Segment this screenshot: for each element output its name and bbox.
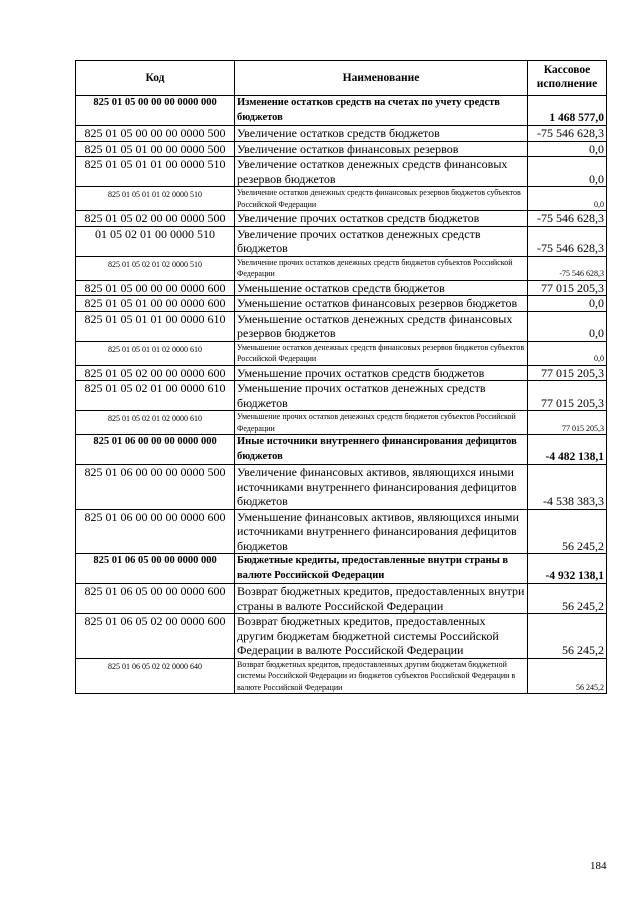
row-code: 825 01 05 02 01 02 0000 610 xyxy=(76,411,235,435)
table-row xyxy=(76,211,607,227)
table-row xyxy=(76,141,607,157)
row-name: Уменьшение остатков денежных средств финансовых резервов бюджетов субъектов Российской Федерации xyxy=(235,341,528,365)
row-name: Увеличение прочих остатков денежных средств бюджетов субъектов Российской Федерации xyxy=(235,256,528,280)
row-amount: -75 546 628,3 xyxy=(528,256,607,280)
row-amount: 77 015 205,3 xyxy=(528,280,607,296)
row-name: Увеличение остатков финансовых резервов xyxy=(235,141,528,157)
row-name: Уменьшение остатков средств бюджетов xyxy=(235,280,528,296)
row-code: 825 01 05 02 01 00 0000 610 xyxy=(76,381,235,411)
row-name: Изменение остатков средств на счетах по учету средств бюджетов xyxy=(235,96,528,126)
row-name: Увеличение остатков денежных средств финансовых резервов бюджетов xyxy=(235,157,528,187)
row-name: Увеличение прочих остатков денежных средств бюджетов xyxy=(235,226,528,256)
row-code: 825 01 06 00 00 00 0000 500 xyxy=(76,465,235,510)
table-row xyxy=(76,311,607,341)
row-code: 825 01 05 01 00 00 0000 600 xyxy=(76,296,235,312)
row-amount: -75 546 628,3 xyxy=(528,126,607,142)
row-amount: 77 015 205,3 xyxy=(528,411,607,435)
row-name: Возврат бюджетных кредитов, предоставленных другим бюджетам бюджетной системы Российской Федерации из бюджетов субъектов Российской Федерации в валюте Российской Федерации xyxy=(235,658,528,694)
row-code: 825 01 06 05 02 02 0000 640 xyxy=(76,658,235,694)
table-row xyxy=(76,280,607,296)
row-amount: -4 538 383,3 xyxy=(528,465,607,510)
budget-table xyxy=(75,60,607,694)
row-amount: 56 245,2 xyxy=(528,614,607,659)
row-amount: 0,0 xyxy=(528,341,607,365)
row-name: Увеличение прочих остатков средств бюджетов xyxy=(235,211,528,227)
row-code: 825 01 05 02 01 02 0000 510 xyxy=(76,256,235,280)
row-code: 825 01 06 00 00 00 0000 600 xyxy=(76,509,235,554)
row-amount: 1 468 577,0 xyxy=(528,96,607,126)
table-row xyxy=(76,226,607,256)
table-body xyxy=(76,96,607,694)
row-amount: 56 245,2 xyxy=(528,658,607,694)
header-name: Наименование xyxy=(235,61,528,96)
page-number: 184 xyxy=(590,860,607,872)
header-amount-line2: исполнение xyxy=(536,78,598,90)
row-name: Увеличение остатков денежных средств финансовых резервов бюджетов субъектов Российской Федерации xyxy=(235,187,528,211)
row-code: 825 01 05 01 01 00 0000 510 xyxy=(76,157,235,187)
row-code: 825 01 05 01 01 00 0000 610 xyxy=(76,311,235,341)
row-amount: 77 015 205,3 xyxy=(528,381,607,411)
header-amount-line1: Кассовое xyxy=(543,64,591,76)
table-row xyxy=(76,509,607,554)
row-code: 825 01 05 01 01 02 0000 510 xyxy=(76,187,235,211)
table-row xyxy=(76,187,607,211)
row-amount: 0,0 xyxy=(528,296,607,312)
row-code: 825 01 05 00 00 00 0000 000 xyxy=(76,96,235,126)
table-row xyxy=(76,296,607,312)
row-name: Уменьшение прочих остатков средств бюджетов xyxy=(235,365,528,381)
budget-table-container xyxy=(75,60,606,694)
table-header-row xyxy=(76,61,607,96)
row-code: 825 01 06 00 00 00 0000 000 xyxy=(76,435,235,465)
row-code: 825 01 05 02 00 00 0000 600 xyxy=(76,365,235,381)
row-amount: 0,0 xyxy=(528,187,607,211)
row-name: Бюджетные кредиты, предоставленные внутри страны в валюте Российской Федерации xyxy=(235,554,528,584)
row-amount: 0,0 xyxy=(528,141,607,157)
row-name: Возврат бюджетных кредитов, предоставленных внутри страны в валюте Российской Федерации xyxy=(235,584,528,614)
table-row xyxy=(76,465,607,510)
row-amount: 56 245,2 xyxy=(528,584,607,614)
row-amount: 0,0 xyxy=(528,311,607,341)
row-amount: 56 245,2 xyxy=(528,509,607,554)
row-amount: 0,0 xyxy=(528,157,607,187)
row-name: Уменьшение остатков финансовых резервов бюджетов xyxy=(235,296,528,312)
table-row xyxy=(76,126,607,142)
table-row xyxy=(76,256,607,280)
row-code: 825 01 06 05 00 00 0000 000 xyxy=(76,554,235,584)
row-code: 01 05 02 01 00 0000 510 xyxy=(76,226,235,256)
row-code: 825 01 06 05 00 00 0000 600 xyxy=(76,584,235,614)
table-row xyxy=(76,658,607,694)
table-row xyxy=(76,365,607,381)
row-name: Уменьшение прочих остатков денежных средств бюджетов xyxy=(235,381,528,411)
row-code: 825 01 05 02 00 00 0000 500 xyxy=(76,211,235,227)
row-code: 825 01 05 01 01 02 0000 610 xyxy=(76,341,235,365)
row-amount: -75 546 628,3 xyxy=(528,226,607,256)
row-amount: -4 482 138,1 xyxy=(528,435,607,465)
row-name: Уменьшение финансовых активов, являющихся иными источниками внутреннего финансирования дефицитов бюджетов xyxy=(235,509,528,554)
table-row xyxy=(76,381,607,411)
table-row xyxy=(76,411,607,435)
row-code: 825 01 05 00 00 00 0000 600 xyxy=(76,280,235,296)
header-code: Код xyxy=(76,61,235,96)
table-row xyxy=(76,435,607,465)
row-name: Иные источники внутреннего финансирования дефицитов бюджетов xyxy=(235,435,528,465)
row-name: Уменьшение прочих остатков денежных средств бюджетов субъектов Российской Федерации xyxy=(235,411,528,435)
row-code: 825 01 06 05 02 00 0000 600 xyxy=(76,614,235,659)
table-row xyxy=(76,584,607,614)
row-name: Возврат бюджетных кредитов, предоставленных другим бюджетам бюджетной системы Российской Федерации в валюте Российской Федерации xyxy=(235,614,528,659)
row-name: Уменьшение остатков денежных средств финансовых резервов бюджетов xyxy=(235,311,528,341)
row-amount: 77 015 205,3 xyxy=(528,365,607,381)
table-row xyxy=(76,554,607,584)
row-code: 825 01 05 01 00 00 0000 500 xyxy=(76,141,235,157)
table-row xyxy=(76,614,607,659)
row-name: Увеличение остатков средств бюджетов xyxy=(235,126,528,142)
row-name: Увеличение финансовых активов, являющихся иными источниками внутреннего финансирования дефицитов бюджетов xyxy=(235,465,528,510)
row-code: 825 01 05 00 00 00 0000 500 xyxy=(76,126,235,142)
table-row xyxy=(76,157,607,187)
table-row xyxy=(76,341,607,365)
row-amount: -4 932 138,1 xyxy=(528,554,607,584)
row-amount: -75 546 628,3 xyxy=(528,211,607,227)
table-row xyxy=(76,96,607,126)
header-amount xyxy=(528,61,607,96)
